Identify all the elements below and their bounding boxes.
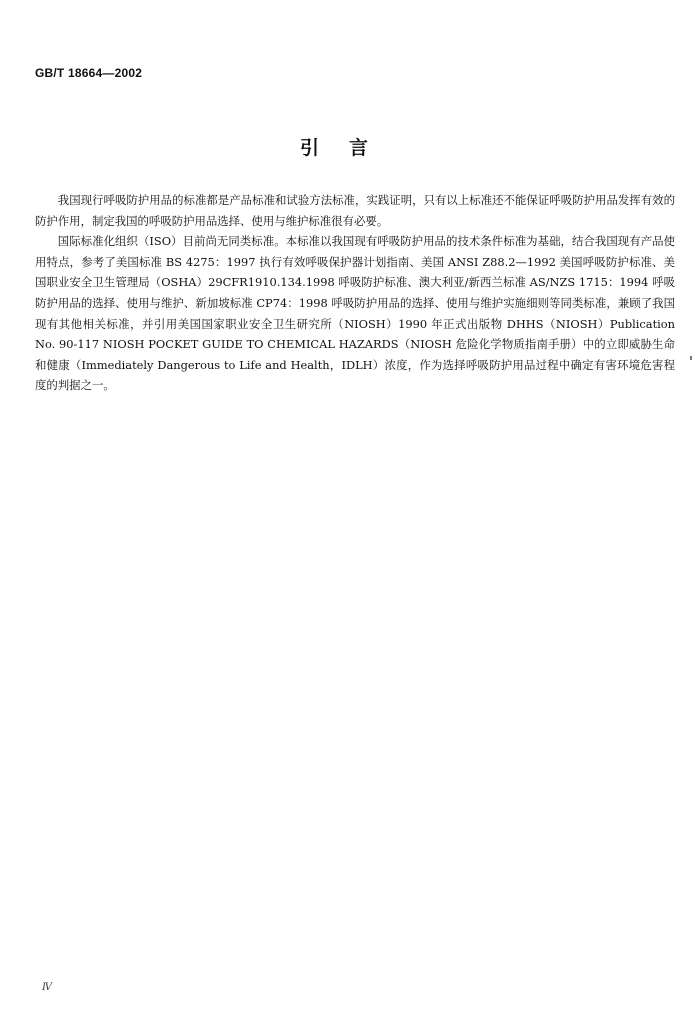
body-text [35, 190, 675, 396]
document-code: GB/T 18664—2002 [35, 66, 143, 80]
page-number: Ⅳ [42, 982, 52, 993]
scan-edge-mark [690, 356, 692, 360]
section-title: 引言 [299, 137, 398, 159]
paragraph-intro-2: 国际标准化组织（ISO）目前尚无同类标准。本标准以我国现有呼吸防护用品的技术条件标准为基础，结合我国现有产品使用特点，参考了美国标准 BS 4275：1997 执行有效呼吸保护器计划指南、美国 ANSI Z88.2—1992 美国呼吸防护标准、美国职业安全卫生管理局（OSHA）29CFR1910.134.1998 呼吸防护标准、澳大利亚/新西兰标准 AS/NZS 1715：1994 呼吸防护用品的选择、使用与维护、新加坡标准 CP74：1998 呼吸防护用品的选择、使用与维护实施细则等同类标准，兼顾了我国现有其他相关标准，并引用美国国家职业安全卫生研究所（NIOSH）1990 年正式出版物 DHHS（NIOSH）Publication No. 90-117 NIOSH POCKET GUIDE TO CHEMICAL HAZARDS（NIOSH 危险化学物质指南手册）中的立即威胁生命和健康（Immediately Dangerous to Life and Health，IDLH）浓度，作为选择呼吸防护用品过程中确定有害环境危害程度的判据之一。 [35, 234, 675, 393]
paragraph-intro-1: 我国现行呼吸防护用品的标准都是产品标准和试验方法标准，实践证明，只有以上标准还不能保证呼吸防护用品发挥有效的防护作用，制定我国的呼吸防护用品选择、使用与维护标准很有必要。 [35, 193, 675, 228]
